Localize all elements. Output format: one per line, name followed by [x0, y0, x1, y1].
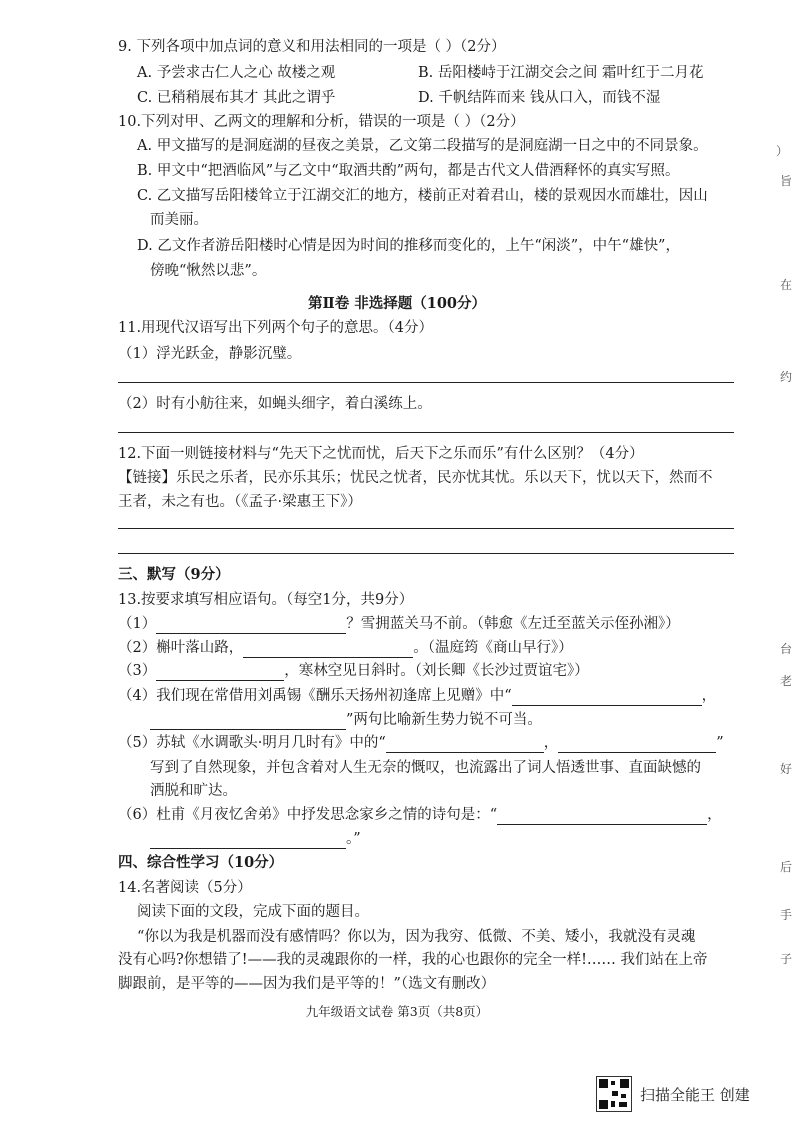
q13-item-1-text: ？雪拥蓝关马不前。（韩愈《左迁至蓝关示侄孙湘》） [346, 616, 680, 632]
q13-item-5-quote: ” [716, 735, 724, 751]
q10-option-b: B. 甲文中“把酒临风”与乙文中“取酒共酌”两句，都是古代文人借酒释怀的真实写照。 [137, 163, 680, 179]
answer-line[interactable] [118, 432, 734, 433]
q13-item-5-cont2: 洒脱和旷达。 [150, 783, 237, 799]
q14-passage-1: “你以为我是机器而没有感情吗？你以为，因为我穷、低微、不美、矮小，我就没有灵魂 [137, 929, 696, 945]
fill-blank[interactable] [156, 617, 346, 634]
q13-item-5-comma: ， [543, 735, 559, 751]
q13-item-6-text: 。” [346, 831, 361, 847]
q10-option-c: C. 乙文描写岳阳楼耸立于江湖交汇的地方，楼前正对着君山，楼的景观因水而雄壮，因山 [137, 188, 708, 204]
edge-mark: ） [776, 144, 789, 158]
q13-item-2-prefix: （2）槲叶落山路， [118, 640, 244, 656]
edge-mark: 在 [780, 278, 793, 292]
fill-blank[interactable] [150, 832, 346, 849]
answer-line[interactable] [118, 382, 734, 383]
q13-item-2-text: 。（温庭筠《商山早行》） [413, 640, 573, 656]
q9-option-c: C. 已稍稍展布其才 其此之谓乎 [137, 90, 336, 106]
q13-item-3-prefix: （3） [118, 663, 157, 679]
q10-option-a: A. 甲文描写的是洞庭湖的昼夜之美景，乙文第二段描写的是洞庭湖一日之中的不同景象。 [137, 138, 708, 154]
section-4-title: 四、综合性学习（10分） [118, 854, 284, 871]
q13-item-4 [118, 686, 716, 706]
fill-blank[interactable] [156, 664, 284, 681]
q10-option-d: D. 乙文作者游岳阳楼时心情是因为时间的推移而变化的，上午“闲淡”，中午“雄快”， [137, 238, 680, 254]
q9-option-d: D. 千帆结阵而来 钱从口入，而钱不湿 [418, 90, 661, 106]
q13-item-2 [118, 638, 573, 658]
q13-item-4-cont [150, 710, 542, 730]
q9-option-b: B. 岳阳楼峙于江湖交会之间 霜叶红于二月花 [418, 65, 704, 81]
fill-blank[interactable] [386, 736, 544, 753]
answer-line[interactable] [118, 553, 734, 554]
q11-sentence-1: （1）浮光跃金，静影沉璧。 [118, 346, 302, 362]
q13-item-6 [118, 805, 722, 825]
scanner-watermark [596, 1076, 750, 1112]
q13-item-5-cont: 写到了自然现象，并包含着对人生无奈的慨叹，也流露出了词人悟透世事、直面缺憾的 [150, 760, 701, 776]
q13-item-3-text: ，寒林空见日斜时。（刘长卿《长沙过贾谊宅》） [284, 663, 589, 679]
q13-stem: 13.按要求填写相应语句。（每空1分，共9分） [118, 592, 414, 608]
part2-title: 第Ⅱ卷 非选择题（100分） [307, 295, 487, 312]
q10-option-d-cont: 傍晚“愀然以悲”。 [150, 263, 267, 279]
q11-stem: 11.用现代汉语写出下列两个句子的意思。（4分） [118, 320, 434, 336]
fill-blank[interactable] [243, 641, 413, 658]
edge-mark: 老 [780, 674, 793, 688]
q10-stem: 10.下列对甲、乙两文的理解和分析，错误的一项是（ ）（2分） [118, 114, 525, 130]
q13-item-4-text: ”两句比喻新生势力锐不可当。 [346, 712, 542, 728]
q13-item-4-prefix: （4）我们现在常借用刘禹锡《酬乐天扬州初逢席上见赠》中“ [118, 688, 512, 704]
q13-item-6-cont [150, 829, 361, 849]
fill-blank[interactable] [497, 808, 707, 825]
q9-stem: 9. 下列各项中加点词的意义和用法相同的一项是（ ）（2分） [118, 39, 506, 55]
edge-mark: 手 [780, 908, 793, 922]
edge-mark: 后 [780, 860, 793, 874]
q13-item-6-prefix: （6）杜甫《月夜忆舍弟》中抒发思念家乡之情的诗句是：“ [118, 807, 498, 823]
q12-link-2: 王者，未之有也。（《孟子·梁惠王下》） [118, 494, 362, 510]
q14-intro: 阅读下面的文段，完成下面的题目。 [137, 904, 369, 920]
q13-item-1-prefix: （1） [118, 616, 157, 632]
q13-item-5 [118, 733, 724, 753]
q13-item-6-comma: ， [707, 807, 722, 823]
q14-passage-2: 没有心吗?你想错了!——我的灵魂跟你的一样，我的心也跟你的完全一样!…… 我们站在上帝 [118, 952, 708, 968]
answer-line[interactable] [118, 528, 734, 529]
qr-code-icon [596, 1076, 632, 1112]
page-footer: 九年级语文试卷 第3页（共8页） [305, 1004, 489, 1019]
q14-stem: 14.名著阅读（5分） [118, 880, 252, 896]
fill-blank[interactable] [150, 713, 346, 730]
q12-link-1: 【链接】乐民之乐者，民亦乐其乐；忧民之忧者，民亦忧其忧。乐以天下，忧以天下，然而不 [118, 470, 713, 486]
q14-passage-3: 脚跟前，是平等的——因为我们是平等的！”（选文有删改） [118, 976, 496, 992]
fill-blank[interactable] [558, 736, 716, 753]
q12-stem: 12.下面一则链接材料与“先天下之忧而忧，后天下之乐而乐”有什么区别？（4分） [118, 446, 644, 462]
section-3-title: 三、默写（9分） [118, 566, 230, 583]
edge-mark: 子 [780, 952, 793, 966]
q13-item-4-comma: ， [701, 688, 717, 704]
q13-item-1 [118, 614, 680, 634]
fill-blank[interactable] [512, 689, 702, 706]
q13-item-5-prefix: （5）苏轼《水调歌头·明月几时有》中的“ [118, 735, 386, 751]
q9-option-a: A. 予尝求古仁人之心 故楼之观 [137, 65, 336, 81]
watermark-text: 扫描全能王 创建 [640, 1085, 750, 1104]
q10-option-c-cont: 而美丽。 [150, 212, 208, 228]
q13-item-3 [118, 661, 589, 681]
edge-mark: 好 [780, 762, 793, 776]
q11-sentence-2: （2）时有小舫往来，如蝇头细字，着白溪练上。 [118, 396, 432, 412]
edge-mark: 约 [780, 370, 793, 384]
edge-mark: 台 [780, 642, 793, 656]
edge-mark: 旨 [780, 174, 793, 188]
